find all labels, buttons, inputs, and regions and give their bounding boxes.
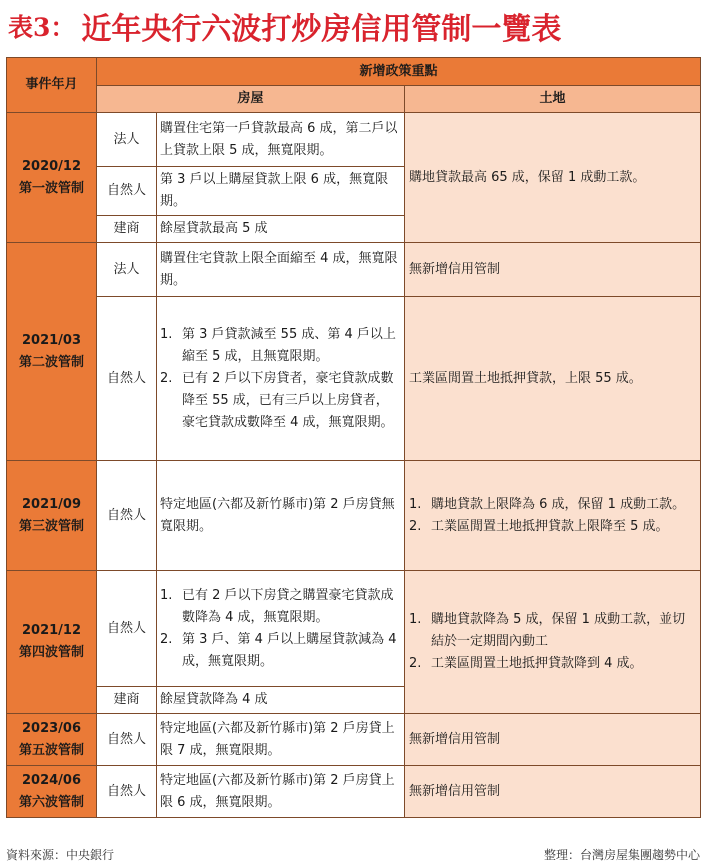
house-policy-cell <box>157 766 405 818</box>
data-source: 資料來源：中央銀行 <box>6 847 115 862</box>
house-policy-text: 購置住宅貸款上限全面縮至 4 成，無寬限期。 <box>160 250 398 288</box>
borrower-type: 自然人 <box>97 766 157 818</box>
borrower-type: 建商 <box>97 687 157 714</box>
header-row-1 <box>7 58 701 86</box>
house-policy-cell <box>157 243 405 297</box>
header-new-policy: 新增政策重點 <box>97 58 701 86</box>
land-policy-item-text: 工業區閒置土地抵押貸款降到 4 成。 <box>431 656 643 671</box>
header-land: 土地 <box>405 86 701 113</box>
land-policy-cell <box>405 714 701 766</box>
land-policy-item-text: 購地貸款上限降為 6 成，保留 1 成動工款。 <box>431 496 686 512</box>
house-policy-cell <box>157 297 405 461</box>
land-policy-text: 無新增信用管制 <box>409 261 501 277</box>
house-policy-text: 餘屋貸款降為 4 成 <box>160 692 268 707</box>
borrower-type: 自然人 <box>97 297 157 461</box>
table-row <box>7 766 701 818</box>
table-title <box>8 2 561 50</box>
wave-name: 第六波管制 <box>18 794 84 810</box>
land-policy-list <box>409 494 696 538</box>
house-policy-list-item <box>160 324 401 368</box>
table-row <box>7 461 701 571</box>
house-policy-cell <box>157 216 405 243</box>
wave-date: 2020/12 <box>21 158 82 174</box>
wave-date: 2023/06 <box>21 720 82 736</box>
house-policy-item-text: 第 3 戶、第 4 戶以上購屋貸款減為 4 成，無寬限期。 <box>182 631 397 669</box>
wave-date: 2021/09 <box>21 496 82 512</box>
borrower-type: 自然人 <box>97 714 157 766</box>
land-policy-text: 無新增信用管制 <box>409 731 501 747</box>
wave-name: 第四波管制 <box>18 645 84 660</box>
table-row <box>7 243 701 297</box>
house-policy-text: 特定地區(六都及新竹縣市)第 2 戶房貸上限 6 成，無寬限期。 <box>160 772 395 810</box>
land-policy-text: 購地貸款最高 65 成，保留 1 成動工款。 <box>409 169 646 185</box>
house-policy-list-item <box>160 585 401 629</box>
borrower-type: 法人 <box>97 113 157 167</box>
land-policy-cell <box>405 766 701 818</box>
land-policy-text: 無新增信用管制 <box>409 783 501 799</box>
wave-name: 第三波管制 <box>18 518 84 534</box>
table-number-label: 表3： <box>8 13 76 42</box>
land-policy-cell <box>405 243 701 297</box>
land-policy-list-item <box>409 653 696 675</box>
table-row <box>7 714 701 766</box>
wave-cell <box>7 766 97 818</box>
wave-cell <box>7 243 97 461</box>
land-policy-cell <box>405 297 701 461</box>
house-policy-list-item <box>160 368 401 434</box>
house-policy-list-item <box>160 629 401 673</box>
land-policy-item-text: 購地貸款降為 5 成，保留 1 成動工款，並切結於一定期間內動工 <box>431 612 686 649</box>
land-policy-cell <box>405 113 701 243</box>
borrower-type: 自然人 <box>97 571 157 687</box>
land-policy-list-item <box>409 609 696 653</box>
borrower-type: 自然人 <box>97 167 157 216</box>
house-policy-text: 購置住宅第一戶貸款最高 6 成，第二戶以上貸款上限 5 成，無寬限期。 <box>160 120 398 158</box>
borrower-type: 法人 <box>97 243 157 297</box>
header-row-2 <box>7 86 701 113</box>
compiled-by: 整理：台灣房屋集團趨勢中心 <box>543 847 700 862</box>
house-policy-text: 特定地區(六都及新竹縣市)第 2 戶房貸無寬限期。 <box>160 496 395 534</box>
house-policy-list <box>160 324 401 434</box>
wave-name: 第一波管制 <box>18 180 84 196</box>
table-footer <box>6 845 700 863</box>
house-policy-cell <box>157 167 405 216</box>
land-policy-text: 工業區閒置土地抵押貸款，上限 55 成。 <box>409 370 642 386</box>
house-policy-cell <box>157 113 405 167</box>
land-policy-list <box>409 609 696 675</box>
borrower-type: 建商 <box>97 216 157 243</box>
land-policy-item-text: 工業區閒置土地抵押貸款上限降至 5 成。 <box>431 518 669 534</box>
house-policy-cell <box>157 687 405 714</box>
list-number: 2. <box>160 631 173 647</box>
table-title-text: 近年央行六波打炒房信用管制一覽表 <box>81 12 562 47</box>
land-policy-cell <box>405 461 701 571</box>
wave-cell <box>7 113 97 243</box>
house-policy-text: 餘屋貸款最高 5 成 <box>160 221 268 236</box>
wave-cell <box>7 461 97 571</box>
credit-control-table <box>6 57 701 818</box>
wave-date: 2021/03 <box>21 332 82 348</box>
house-policy-cell <box>157 571 405 687</box>
header-house: 房屋 <box>97 86 405 113</box>
house-policy-text: 第 3 戶以上購屋貸款上限 6 成，無寬限期。 <box>160 172 389 209</box>
house-policy-cell <box>157 461 405 571</box>
list-number: 2. <box>160 370 173 386</box>
wave-date: 2021/12 <box>21 623 82 638</box>
header-event-date: 事件年月 <box>7 58 97 113</box>
wave-cell <box>7 571 97 714</box>
house-policy-item-text: 已有 2 戶以下房貸之購置豪宅貸款成數降為 4 成，無寬限期。 <box>182 587 394 625</box>
house-policy-text: 特定地區(六都及新竹縣市)第 2 戶房貸上限 7 成，無寬限期。 <box>160 720 395 758</box>
list-number: 1. <box>409 612 422 627</box>
house-policy-cell <box>157 714 405 766</box>
wave-cell <box>7 714 97 766</box>
wave-date: 2024/06 <box>21 772 82 788</box>
land-policy-list-item <box>409 494 696 516</box>
table-row <box>7 113 701 167</box>
list-number: 1. <box>409 496 422 512</box>
list-number: 2. <box>409 518 422 534</box>
wave-name: 第二波管制 <box>18 354 84 370</box>
list-number: 1. <box>160 326 173 342</box>
house-policy-item-text: 已有 2 戶以下房貸者，豪宅貸款成數降至 55 成，已有三戶以上房貸者，豪宅貸款成數降至 4 成，無寬限期。 <box>182 370 394 430</box>
wave-name: 第五波管制 <box>18 742 84 758</box>
land-policy-cell <box>405 571 701 714</box>
house-policy-list <box>160 585 401 673</box>
house-policy-item-text: 第 3 戶貸款減至 55 成、第 4 戶以上縮至 5 成，且無寬限期。 <box>182 326 396 364</box>
borrower-type: 自然人 <box>97 461 157 571</box>
list-number: 2. <box>409 656 422 671</box>
list-number: 1. <box>160 587 173 603</box>
table-row <box>7 571 701 687</box>
table-row <box>7 297 701 461</box>
land-policy-list-item <box>409 516 696 538</box>
